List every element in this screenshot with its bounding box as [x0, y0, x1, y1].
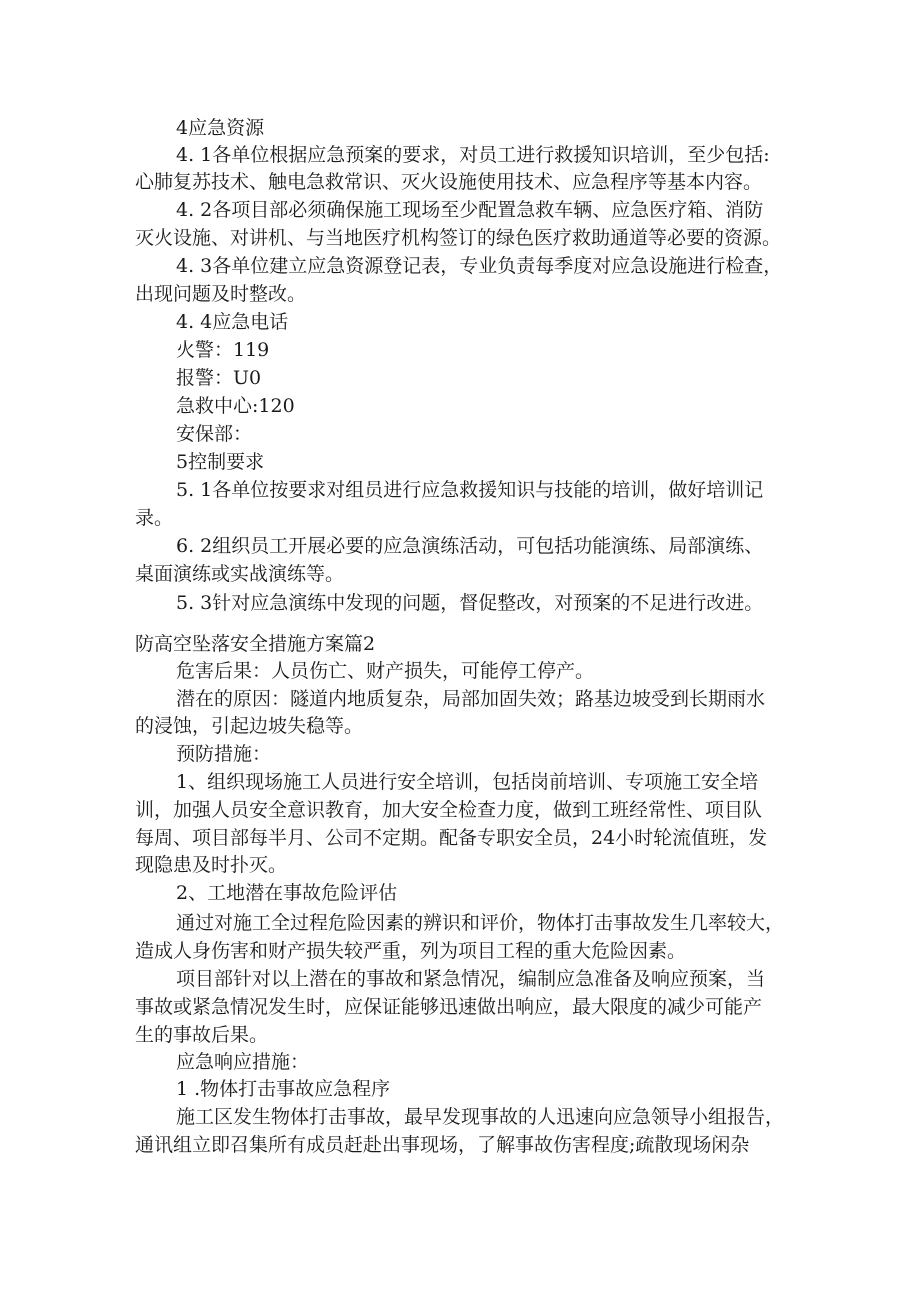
paragraph-line: 每周、项目部每半月、公司不定期。配备专职安全员，24小时轮流值班，发: [135, 827, 768, 849]
paragraph-line: 心肺复苏技术、触电急救常识、灭火设施使用技术、应急程序等基本内容。: [135, 171, 763, 193]
paragraph-line: 桌面演练或实战演练等。: [135, 563, 345, 585]
paragraph-line: 危害后果：人员伤亡、财产损失，可能停工停产。: [176, 660, 595, 682]
section-heading: 1 .物体打击事故应急程序: [176, 1078, 391, 1100]
paragraph-line: 造成人身伤害和财产损失较严重，列为项目工程的重大危险因素。: [135, 940, 687, 962]
paragraph-line: 灭火设施、对讲机、与当地医疗机构签订的绿色医疗救助通道等必要的资源。: [135, 227, 782, 249]
paragraph-line: 6. 2组织员工开展必要的应急演练活动，可包括功能演练、局部演练、: [176, 535, 764, 557]
section-heading: 2、工地潜在事故危险评估: [176, 882, 398, 904]
phone-entry: 报警：U0: [176, 367, 262, 389]
paragraph-line: 4. 2各项目部必须确保施工现场至少配置急救车辆、应急医疗箱、消防: [176, 199, 764, 221]
paragraph-line: 1、组织现场施工人员进行安全培训，包括岗前培训、专项施工安全培: [176, 771, 759, 793]
section-heading: 4应急资源: [176, 117, 265, 139]
paragraph-line: 潜在的原因：隧道内地质复杂，局部加固失效；路基边坡受到长期雨水: [176, 688, 766, 710]
paragraph-line: 项目部针对以上潜在的事故和紧急情况，编制应急准备及响应预案，当: [176, 968, 766, 990]
paragraph-line: 录。: [135, 507, 174, 529]
paragraph-line: 通过对施工全过程危险因素的辨识和评价，物体打击事故发生几率较大，: [176, 912, 785, 934]
section-heading: 4. 4应急电话: [176, 311, 289, 333]
paragraph-line: 施工区发生物体打击事故，最早发现事故的人迅速向应急领导小组报告，: [176, 1106, 785, 1128]
section-heading: 5控制要求: [176, 451, 265, 473]
paragraph-line: 4. 1各单位根据应急预案的要求，对员工进行救援知识培训，至少包括:: [176, 144, 770, 166]
phone-entry: 急救中心:120: [176, 395, 295, 417]
phone-entry: 安保部：: [176, 423, 253, 445]
paragraph-line: 事故或紧急情况发生时，应保证能够迅速做出响应，最大限度的减少可能产: [135, 996, 763, 1018]
paragraph-line: 的浸蚀，引起边坡失稳等。: [135, 715, 364, 737]
paragraph-line: 出现问题及时整改。: [135, 283, 307, 305]
section-heading: 应急响应措施：: [176, 1051, 310, 1073]
document-title: 防高空坠落安全措施方案篇2: [135, 633, 376, 655]
paragraph-line: 生的事故后果。: [135, 1024, 269, 1046]
paragraph-line: 通讯组立即召集所有成员赶赴出事现场，了解事故伤害程度;疏散现场闲杂: [135, 1134, 750, 1156]
paragraph-line: 4. 3各单位建立应急资源登记表，专业负责每季度对应急设施进行检查，: [176, 255, 783, 277]
paragraph-line: 5. 3针对应急演练中发现的问题，督促整改，对预案的不足进行改进。: [176, 592, 764, 614]
phone-entry: 火警：119: [176, 339, 270, 361]
paragraph-line: 训，加强人员安全意识教育，加大安全检查力度，做到工班经常性、项目队: [135, 799, 763, 821]
paragraph-line: 5. 1各单位按要求对组员进行应急救援知识与技能的培训，做好培训记: [176, 479, 764, 501]
paragraph-line: 现隐患及时扑灭。: [135, 854, 288, 876]
section-heading: 预防措施：: [176, 743, 272, 765]
